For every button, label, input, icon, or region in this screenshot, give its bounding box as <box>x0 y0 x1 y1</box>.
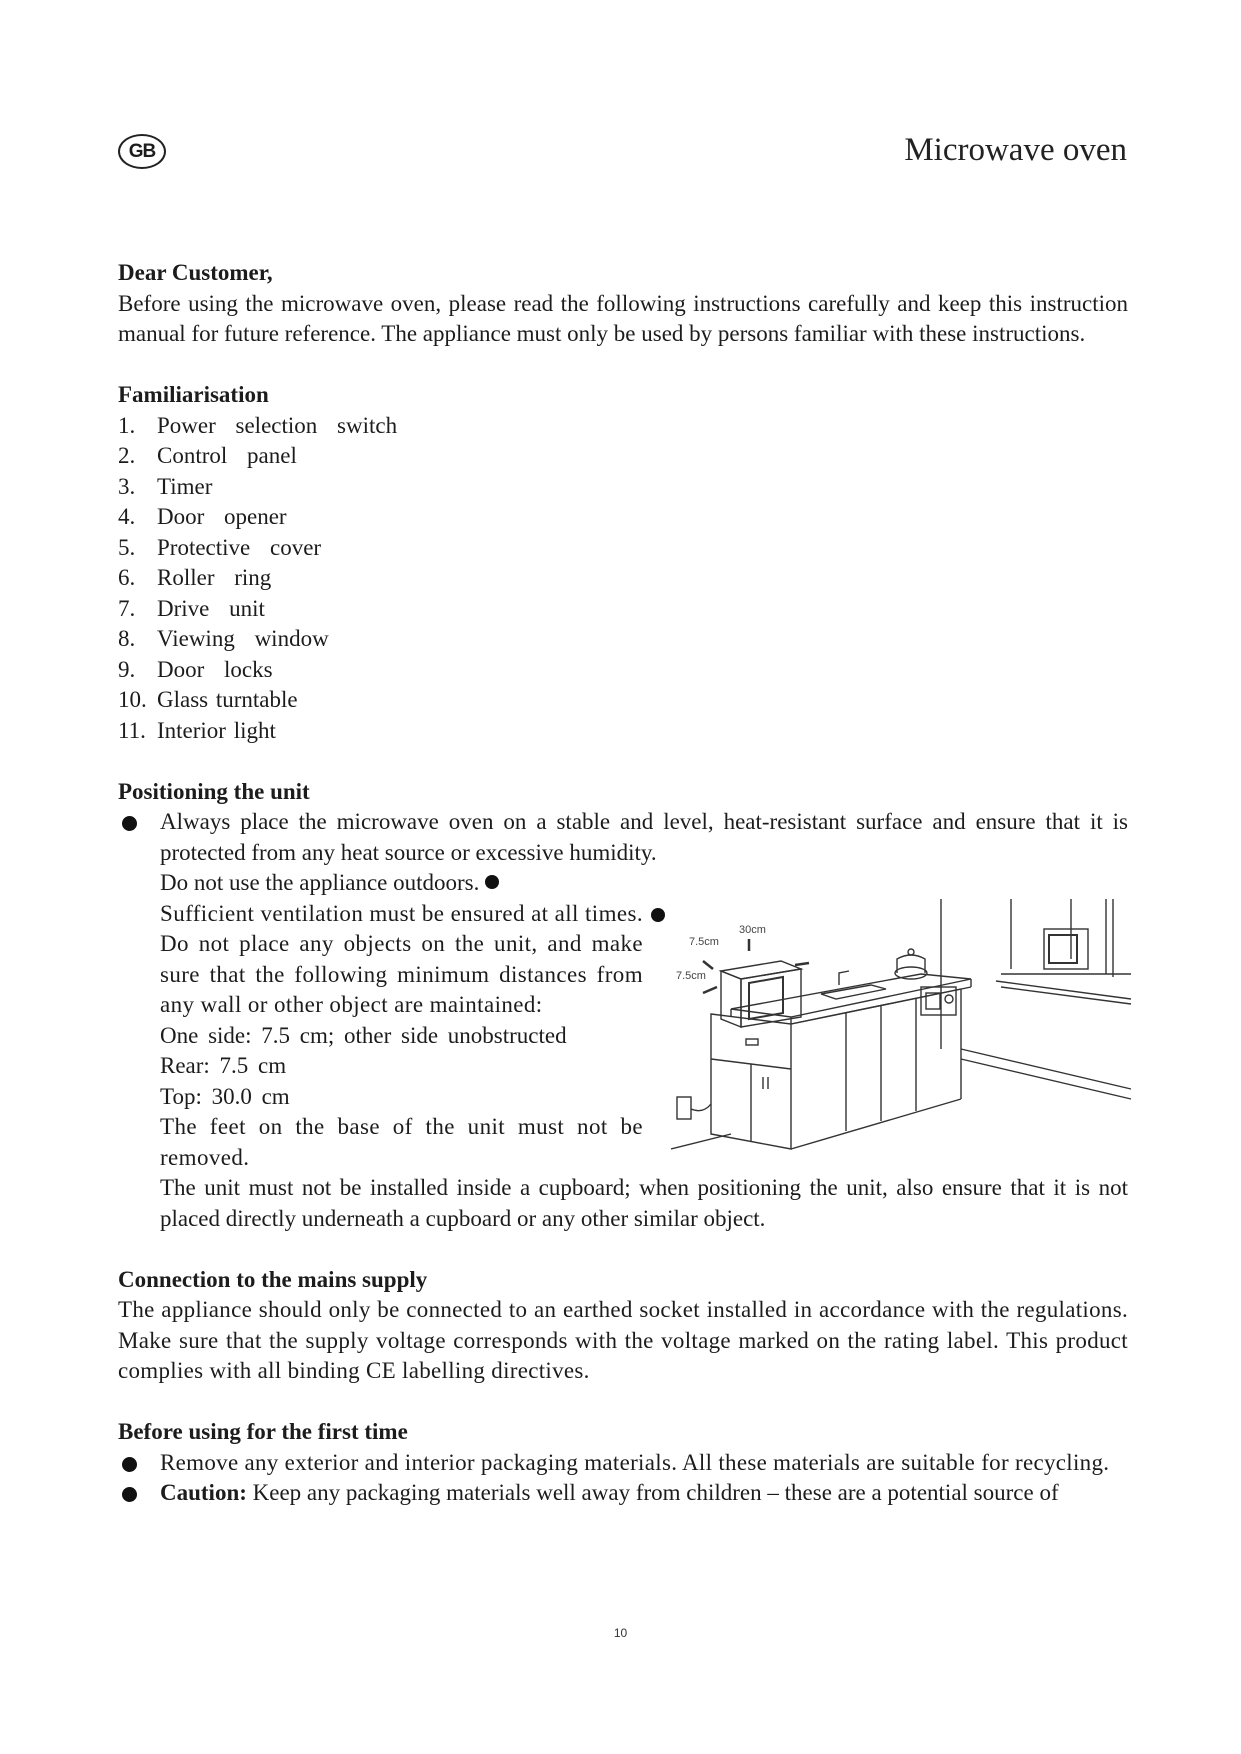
positioning-bullets <box>118 807 1128 868</box>
figure-label-top: 30cm <box>739 923 766 936</box>
item-number: 3. <box>118 473 136 499</box>
ventilation-text-column <box>160 899 643 1174</box>
item-text: Door locks <box>157 656 273 682</box>
item-number: 6. <box>118 565 136 590</box>
positioning-section <box>118 777 1128 1235</box>
list-item <box>118 472 1128 503</box>
item-text: Viewing window <box>157 626 329 651</box>
kitchen-illustration <box>671 899 1137 1167</box>
page-number: 10 <box>613 1626 628 1640</box>
list-item <box>118 563 1128 594</box>
item-text: Roller ring <box>157 565 272 590</box>
list-item <box>118 624 1128 655</box>
parts-list <box>118 411 1128 747</box>
mains-heading: Connection to the mains supply <box>118 1266 428 1292</box>
positioning-heading: Positioning the unit <box>118 778 310 804</box>
first-use-bullets <box>118 1448 1128 1509</box>
list-item <box>118 594 1128 625</box>
bullet-dot-icon <box>643 899 667 1174</box>
manual-content <box>118 258 1128 1509</box>
item-number: 1. <box>118 412 136 438</box>
bullet-stable-surface: Always place the microwave oven on a stable and level, heat-resistant surface and ensure that it is protected from any heat source or excessive humidity. <box>118 807 1128 868</box>
intro-heading: Dear Customer, <box>118 260 273 285</box>
feet-note: The feet on the base of the unit must not be removed. <box>160 1114 643 1170</box>
list-item <box>118 685 1128 716</box>
cupboard-note: The unit must not be installed inside a cupboard; when positioning the unit, also ensure that it is not placed directly underneath a cupboard or any other similar object. <box>160 1175 1128 1231</box>
mains-paragraph: The appliance should only be connected to an earthed socket installed in accordance with the regulations. Make sure that the supply voltage corresponds with the voltage marked on the rating label. This product complies with all binding CE labelling directives. <box>118 1297 1128 1383</box>
item-number: 4. <box>118 504 136 529</box>
bullet-dot-icon <box>485 875 499 889</box>
list-item <box>118 502 1128 533</box>
figure-label-rear: 7.5cm <box>676 969 706 982</box>
item-number: 5. <box>118 534 136 560</box>
distance-top: Top: 30.0 cm <box>160 1083 290 1109</box>
item-text: Glass turntable <box>157 687 298 712</box>
caution-text: Keep any packaging materials well away from children – these are a potential source of <box>252 1480 1059 1505</box>
bullet-caution <box>118 1478 1128 1509</box>
familiarisation-section <box>118 380 1128 746</box>
list-item <box>118 533 1128 564</box>
list-item <box>118 716 1128 747</box>
language-badge: GB <box>118 134 166 169</box>
item-number: 2. <box>118 443 136 468</box>
list-item <box>118 411 1128 442</box>
item-text: Timer <box>157 473 213 499</box>
caution-label: Caution: <box>160 1480 247 1505</box>
bullet-remove-packaging: Remove any exterior and interior packaging materials. All these materials are suitable for recycling. <box>118 1448 1128 1479</box>
ventilation-row <box>160 899 1128 1174</box>
familiarisation-heading: Familiarisation <box>118 382 269 407</box>
distance-rear: Rear: 7.5 cm <box>160 1053 287 1078</box>
item-text: Power selection switch <box>157 412 398 438</box>
mains-section <box>118 1265 1128 1387</box>
item-text: Drive unit <box>157 595 265 621</box>
distance-one-side: One side: 7.5 cm; other side unobstructed <box>160 1022 567 1048</box>
intro-paragraph: Before using the microwave oven, please read the following instructions carefully and keep this instruction manual for future reference. The appliance must only be used by persons familiar with these instructions. <box>118 290 1128 346</box>
item-text: Interior light <box>157 717 276 743</box>
outdoors-line <box>160 868 1128 899</box>
item-text: Control panel <box>157 443 297 468</box>
outdoors-text: Do not use the appliance outdoors. <box>160 870 480 895</box>
intro-section <box>118 258 1128 350</box>
first-use-section <box>118 1417 1128 1509</box>
item-number: 11. <box>118 717 146 743</box>
item-text: Door opener <box>157 504 287 529</box>
first-use-heading: Before using for the first time <box>118 1419 408 1444</box>
kitchen-diagram-svg <box>671 899 1137 1167</box>
list-item <box>118 441 1128 472</box>
list-item <box>118 655 1128 686</box>
item-number: 10. <box>118 687 147 712</box>
item-number: 8. <box>118 626 136 651</box>
page-title: Microwave oven <box>904 132 1127 168</box>
item-number: 7. <box>118 595 136 621</box>
item-text: Protective cover <box>157 534 322 560</box>
ventilation-paragraph: Sufficient ventilation must be ensured at all times. Do not place any objects on the unit, and make sure that the following minimum distances from any wall or other object are maintained: <box>160 900 643 1017</box>
item-number: 9. <box>118 656 136 682</box>
figure-label-side: 7.5cm <box>689 935 719 948</box>
positioning-details <box>118 868 1128 1234</box>
